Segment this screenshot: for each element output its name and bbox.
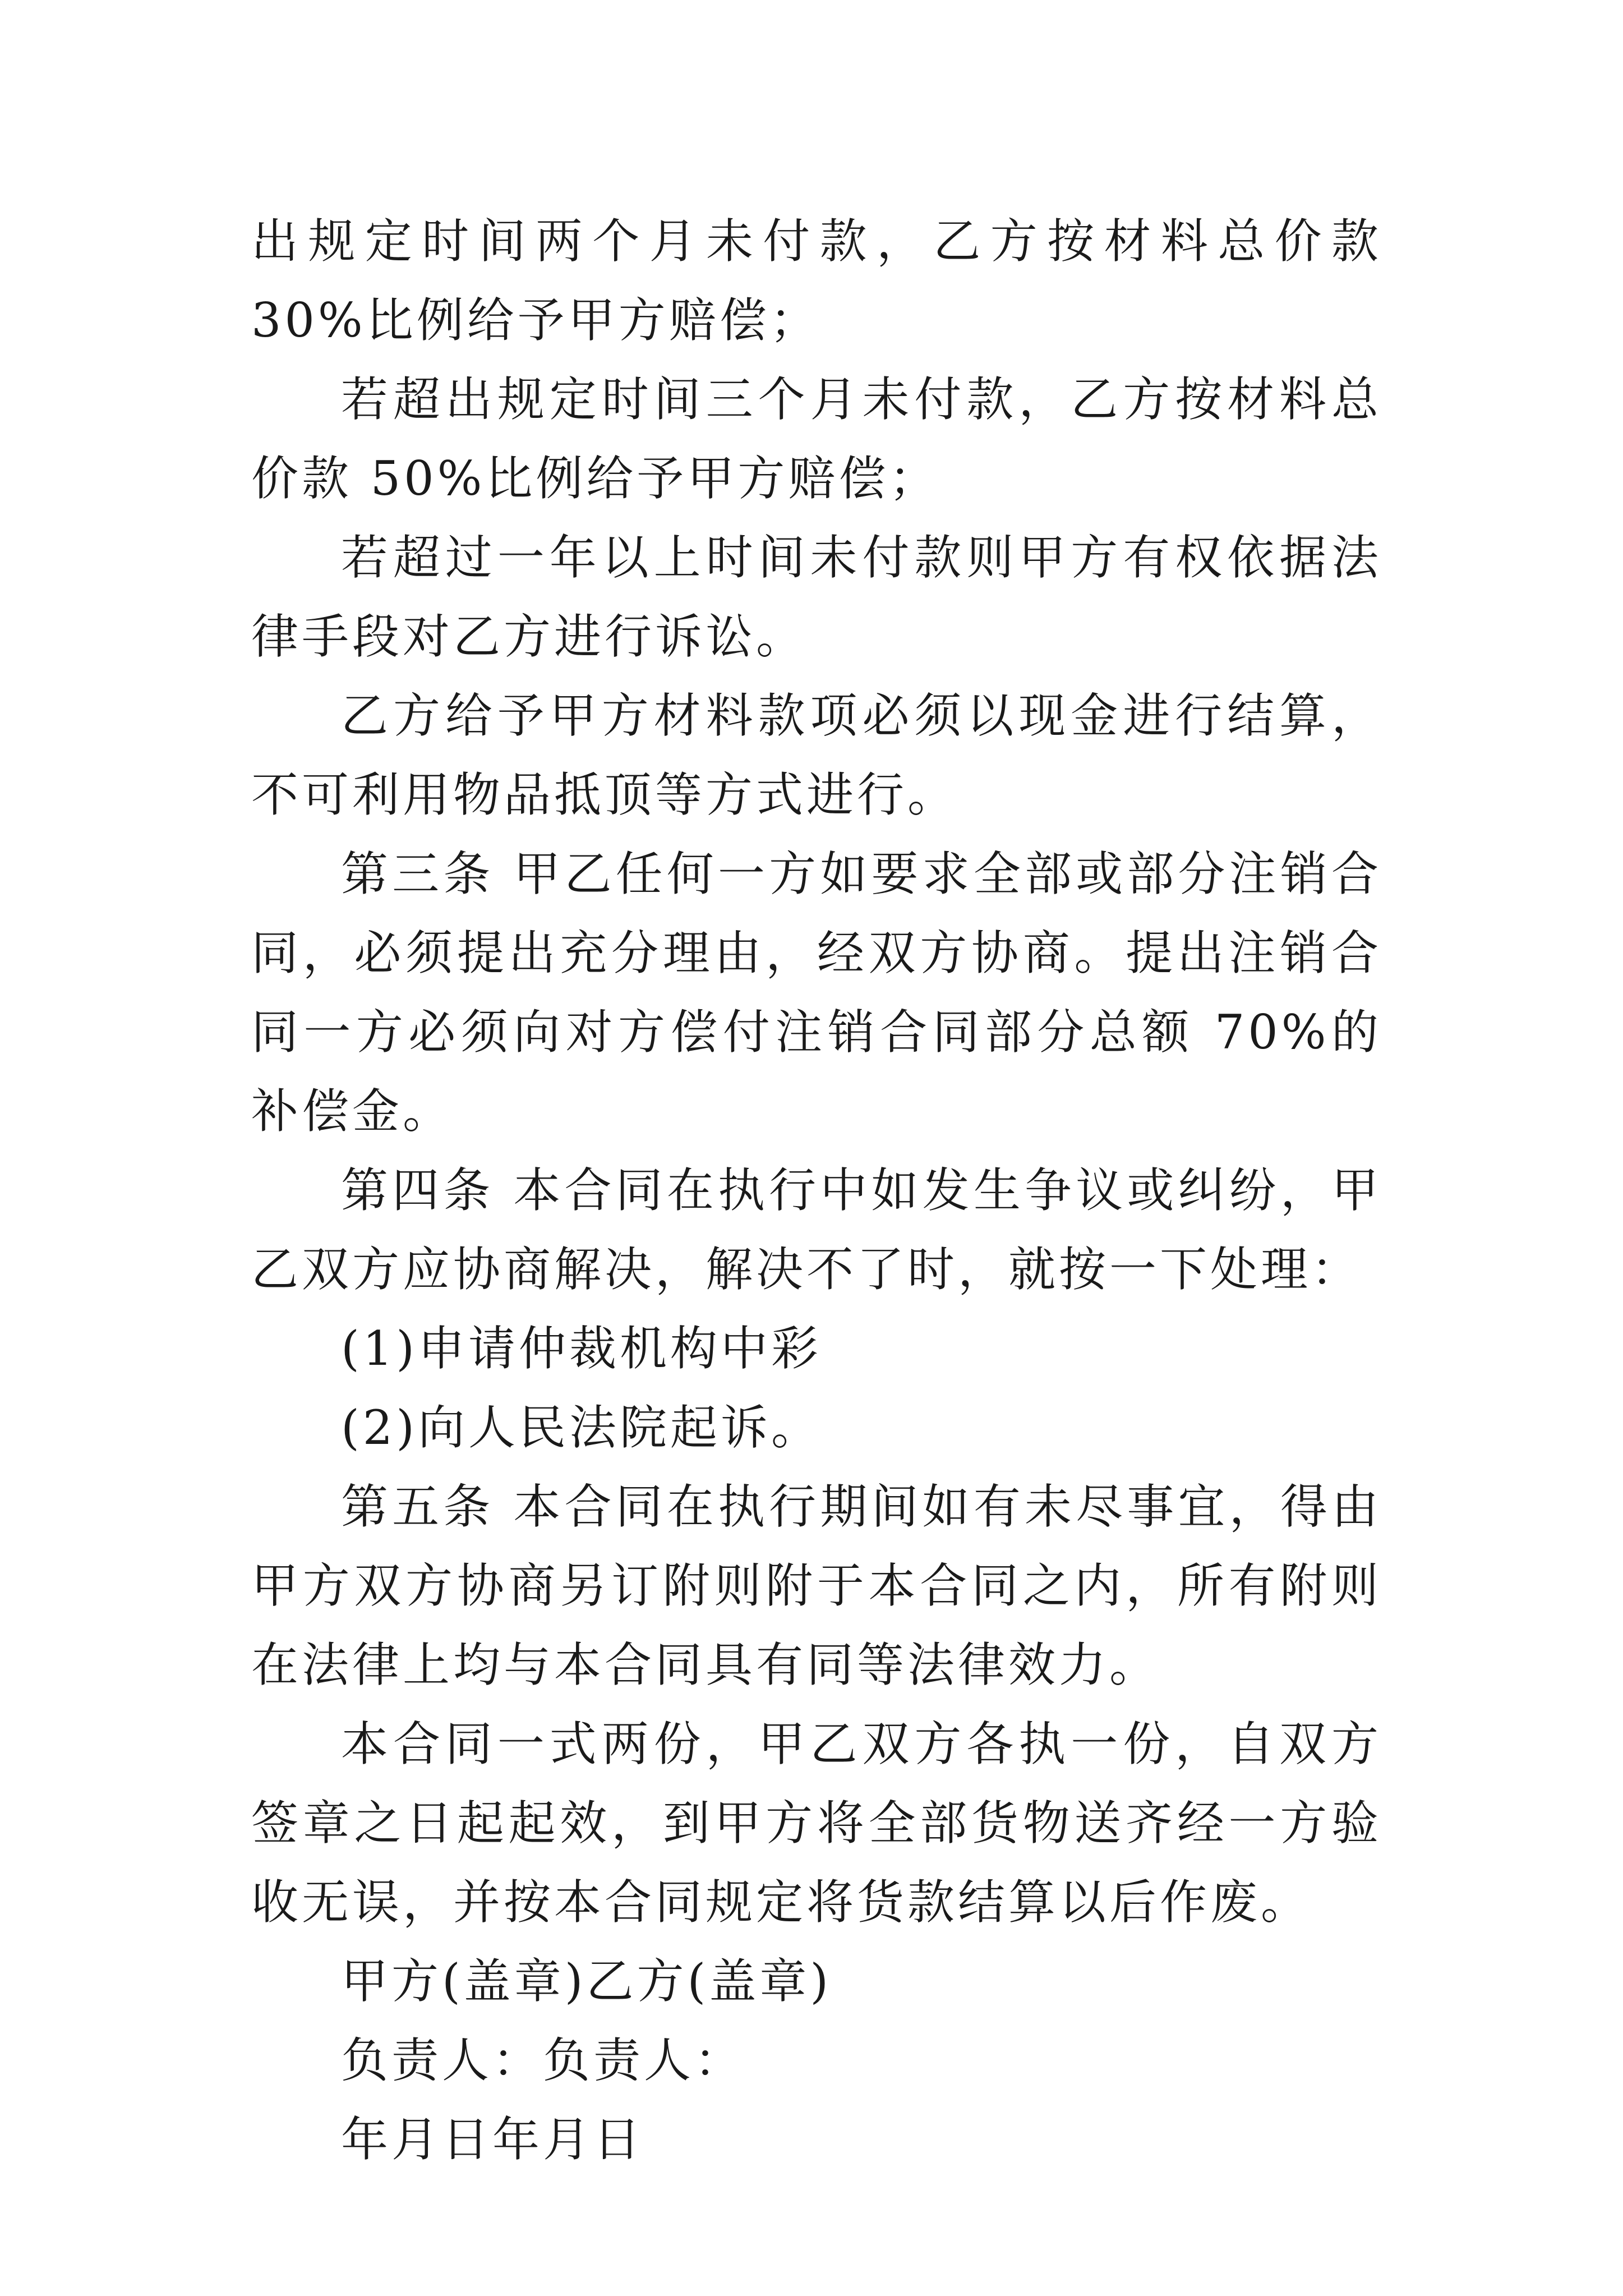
article-five: 第五条 本合同在执行期间如有未尽事宜，得由甲方双方协商另订附则附于本合同之内，所有附则在法律上均与本合同具有同等法律效力。	[251, 1479, 1382, 1692]
paragraph-continuation: 出规定时间两个月未付款，乙方按材料总价款 30%比例给予甲方赔偿；	[251, 214, 1382, 348]
article-four-item-2: (2)向人民法院起诉。	[341, 1400, 822, 1455]
signature-date-line: 年月日年月日	[341, 2112, 644, 2167]
paragraph-cash-settlement: 乙方给予甲方材料款项必须以现金进行结算，不可利用物品抵顶等方式进行。	[251, 688, 1382, 822]
paragraph-three-month-penalty: 若超出规定时间三个月未付款，乙方按材料总价款 50%比例给予甲方赔偿；	[251, 372, 1382, 506]
paragraph-one-year-litigation: 若超过一年以上时间未付款则甲方有权依据法律手段对乙方进行诉讼。	[251, 530, 1382, 664]
article-three: 第三条 甲乙任何一方如要求全部或部分注销合同，必须提出充分理由，经双方协商。提出注销合同一方必须向对方偿付注销合同部分总额 70%的补偿金。	[251, 846, 1382, 1139]
article-four-item-1: (1)申请仲裁机构中彩	[341, 1321, 822, 1376]
copies-clause: 本合同一式两份，甲乙双方各执一份，自双方签章之日起起效，到甲方将全部货物送齐经一方验收无误，并按本合同规定将货款结算以后作废。	[251, 1717, 1382, 1930]
contract-body	[251, 202, 1382, 2179]
article-four: 第四条 本合同在执行中如发生争议或纠纷，甲乙双方应协商解决，解决不了时，就按一下处理：	[251, 1163, 1382, 1297]
signature-person-line: 负责人：负责人：	[341, 2033, 745, 2088]
signature-seal-line: 甲方(盖章)乙方(盖章)	[341, 1954, 832, 2009]
